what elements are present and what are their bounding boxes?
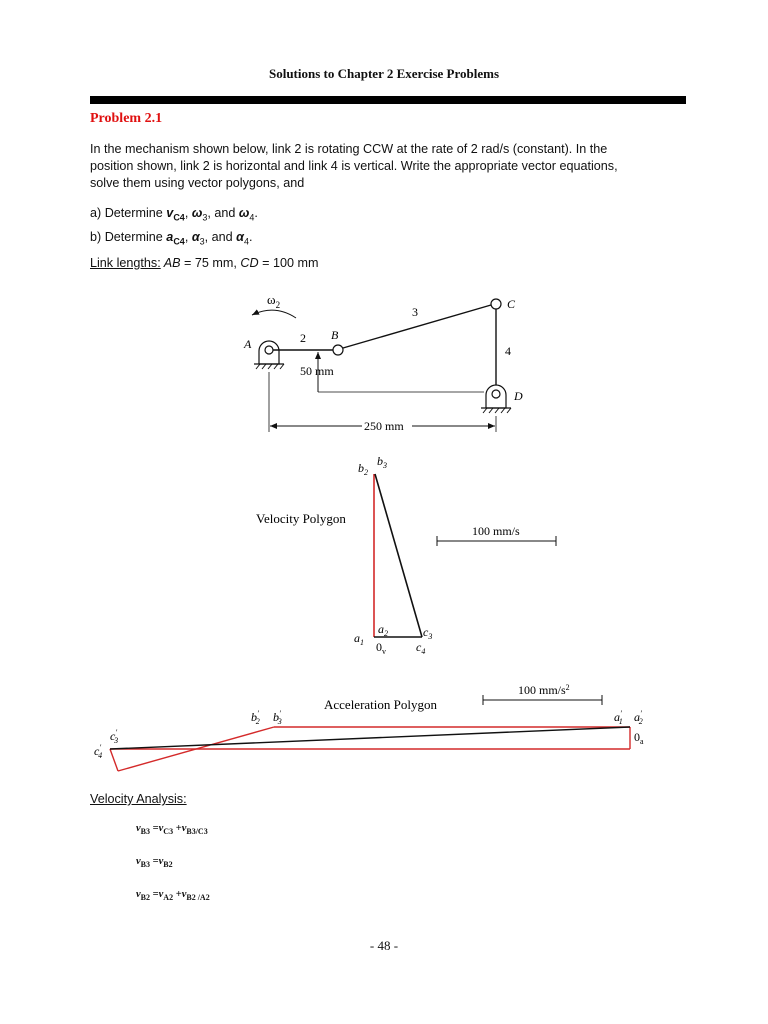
statement-line-2: position shown, link 2 is horizontal and link 4 is vertical. Write the appropriate vector equations,: [90, 159, 618, 173]
velocity-scale-label: 100 mm/s: [472, 524, 520, 538]
link-3-label: 3: [412, 305, 418, 319]
dim-50-label: 50 mm: [300, 364, 334, 378]
label-c: C: [507, 297, 516, 311]
part-a-v-sub: C4: [173, 212, 185, 223]
part-b-al4-sub: 4: [243, 236, 249, 247]
velocity-equation-3: $v_{B2} =v_{A2} +v_{B2 /A2}$: [136, 889, 210, 903]
velocity-analysis-heading: Velocity Analysis:: [90, 792, 187, 806]
label-b: B: [331, 328, 339, 342]
page-number: - 48 -: [369, 938, 399, 953]
part-a-v: v: [166, 206, 174, 220]
vel-label-c4: $c_4$: [416, 640, 426, 656]
acc-label-b3p: b′ 3: [273, 709, 282, 726]
velocity-equation-2: $v_{B3} =v_{B2}$: [136, 856, 173, 870]
acc-label-a2p: a′ 2: [634, 709, 643, 726]
part-b-al3: α: [191, 230, 200, 244]
vel-label-a2: $a_2$: [378, 622, 388, 638]
statement-line-1: In the mechanism shown below, link 2 is rotating CCW at the rate of 2 rad/s (constant). In the: [90, 142, 608, 156]
acceleration-polygon-title: Acceleration Polygon: [324, 697, 437, 712]
problem-heading: Problem 2.1: [90, 111, 163, 126]
document-title: Solutions to Chapter 2 Exercise Problems: [268, 66, 500, 81]
velocity-polygon-title: Velocity Polygon: [256, 511, 346, 526]
acc-label-a1p: a′ 1: [614, 709, 623, 726]
statement-line-3: solve them using vector polygons, and: [90, 176, 305, 190]
acc-label-c3p: c′ 3: [110, 728, 119, 745]
link-cd-label: CD: [240, 256, 259, 270]
part-a-w4: ω: [238, 206, 250, 220]
vel-label-b3: $b_3$: [377, 454, 387, 470]
part-b-a-sub: C4: [173, 236, 185, 247]
vel-label-c3: $c_3$: [423, 625, 433, 641]
part-b-sep2: , and: [204, 230, 237, 244]
link-ab-label: AB: [160, 256, 181, 270]
part-a-sep2: , and: [207, 206, 239, 220]
part-a-w3: ω: [191, 206, 203, 220]
part-a-w4-sub: 4: [249, 212, 255, 223]
joint-b: [333, 345, 343, 355]
part-b-a: a: [166, 230, 174, 244]
vel-label-b2: $b_2$: [358, 461, 368, 477]
part-b-al3-sub: 3: [199, 236, 205, 247]
part-a-sep1: ,: [184, 206, 192, 220]
omega-arc-arrow: [252, 310, 296, 318]
part-b-al4: α: [236, 230, 244, 244]
link-cd-value: = 100 mm: [258, 256, 319, 270]
part-a-w3-sub: 3: [202, 212, 208, 223]
acc-label-b2p: b′ 2: [251, 709, 260, 726]
velocity-equation-1: $v_{B3} =v_{C3} +v_{B3/C3}$: [136, 823, 208, 837]
part-a-end: .: [254, 206, 258, 220]
vel-label-a1: $a_1$: [354, 631, 364, 647]
label-a: A: [244, 337, 252, 351]
part-b-end: .: [249, 230, 253, 244]
link-4-label: 4: [505, 344, 511, 358]
ground-pivot-d: [481, 385, 511, 413]
dim-250-label: 250 mm: [364, 419, 404, 433]
link-ab-value: = 75 mm,: [180, 256, 241, 270]
acc-label-oa: $0_a$: [634, 730, 644, 746]
part-a-prefix: a) Determine: [90, 206, 167, 220]
velocity-line-bc: [375, 474, 422, 637]
vel-label-ov: $0_v$: [376, 640, 386, 656]
joint-c: [491, 299, 501, 309]
acceleration-scale-label: 100 $mm/s^2$: [518, 683, 570, 697]
accel-line-black-diagonal: [110, 727, 630, 749]
label-d: D: [514, 389, 523, 403]
ground-pivot-a: [254, 341, 284, 369]
accel-line-left-short: [110, 749, 118, 771]
link-2-label: 2: [300, 331, 306, 345]
part-b-prefix: b) Determine: [90, 230, 167, 244]
omega-label: $\omega_2$: [267, 292, 281, 310]
acc-label-c4p: c′ 4: [94, 743, 103, 760]
link-lengths-label: Link lengths:: [90, 256, 161, 270]
part-b-sep1: ,: [184, 230, 192, 244]
